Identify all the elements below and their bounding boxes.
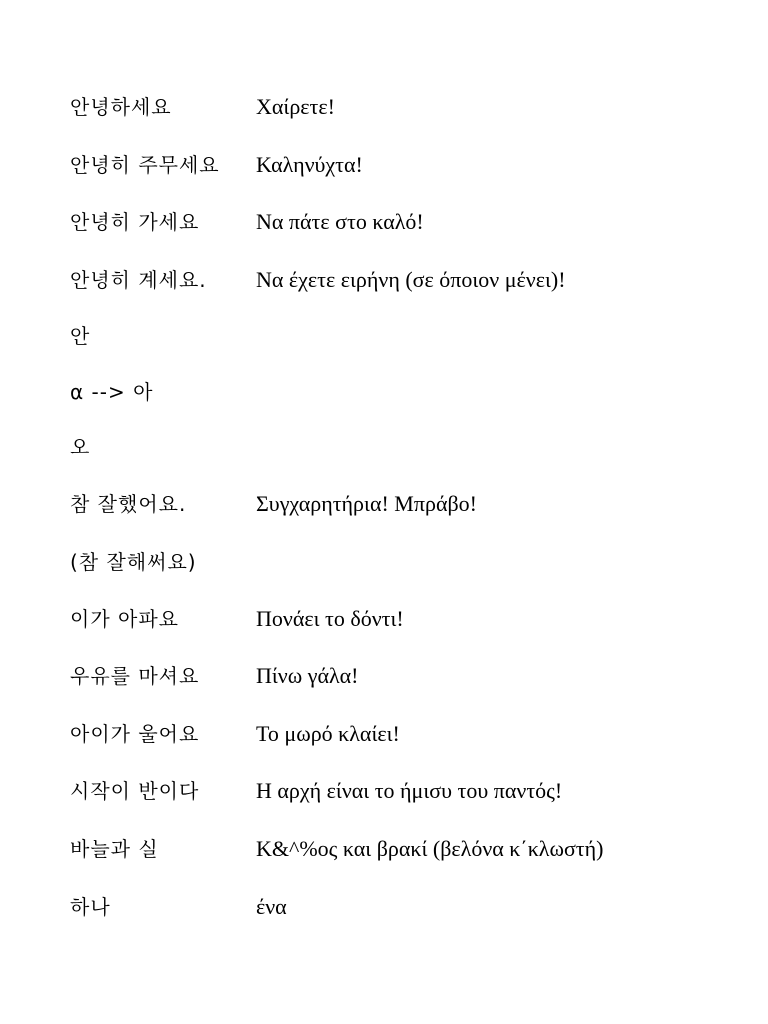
- korean-phrase: 바늘과 실: [70, 837, 159, 861]
- phrase-row: [70, 150, 730, 180]
- phrase-row: [70, 321, 730, 351]
- phrase-row: [70, 834, 730, 864]
- korean-phrase: 시작이 반이다: [70, 779, 200, 803]
- greek-translation: Κ&^%ος και βρακί (βελόνα κ΄κλωστή): [256, 836, 604, 861]
- phrase-row: [70, 377, 730, 407]
- korean-phrase: 참 잘했어요.: [70, 492, 187, 516]
- greek-translation: Η αρχή είναι το ήμισυ του παντός!: [256, 778, 563, 803]
- phrase-row: [70, 432, 730, 462]
- korean-phrase: 안녕히 계세요.: [70, 268, 207, 292]
- phrase-row: [70, 661, 730, 691]
- greek-translation: Καληνύχτα!: [256, 152, 363, 177]
- greek-translation: Να έχετε ειρήνη (σε όποιον μένει)!: [256, 267, 566, 292]
- korean-phrase: (참 잘해써요): [70, 550, 197, 574]
- korean-phrase: 안녕히 가세요: [70, 210, 200, 234]
- korean-phrase: 안녕히 주무세요: [70, 153, 220, 177]
- phrase-row: [70, 604, 730, 634]
- phrase-row: [70, 489, 730, 519]
- phrase-row: [70, 92, 730, 122]
- korean-phrase: 안: [70, 324, 91, 348]
- phrase-row: [70, 207, 730, 237]
- korean-phrase: 이가 아파요: [70, 607, 179, 631]
- greek-translation: Χαίρετε!: [256, 94, 335, 119]
- phrase-row: [70, 892, 730, 922]
- greek-translation: Το μωρό κλαίει!: [256, 721, 400, 746]
- korean-phrase: 오: [70, 435, 91, 459]
- greek-translation: Να πάτε στο καλό!: [256, 209, 424, 234]
- greek-translation: Συγχαρητήρια! Μπράβο!: [256, 491, 477, 516]
- korean-phrase: 하나: [70, 895, 111, 919]
- phrase-row: [70, 547, 730, 577]
- phrase-row: [70, 265, 730, 295]
- greek-translation: Πονάει το δόντι!: [256, 606, 404, 631]
- greek-translation: Πίνω γάλα!: [256, 663, 359, 688]
- korean-phrase: 아이가 울어요: [70, 722, 200, 746]
- korean-phrase: 우유를 마셔요: [70, 664, 200, 688]
- phrase-row: [70, 776, 730, 806]
- phrase-row: [70, 719, 730, 749]
- greek-translation: ένα: [256, 894, 287, 919]
- korean-phrase: 안녕하세요: [70, 95, 172, 119]
- korean-phrase: α --> 아: [70, 380, 154, 404]
